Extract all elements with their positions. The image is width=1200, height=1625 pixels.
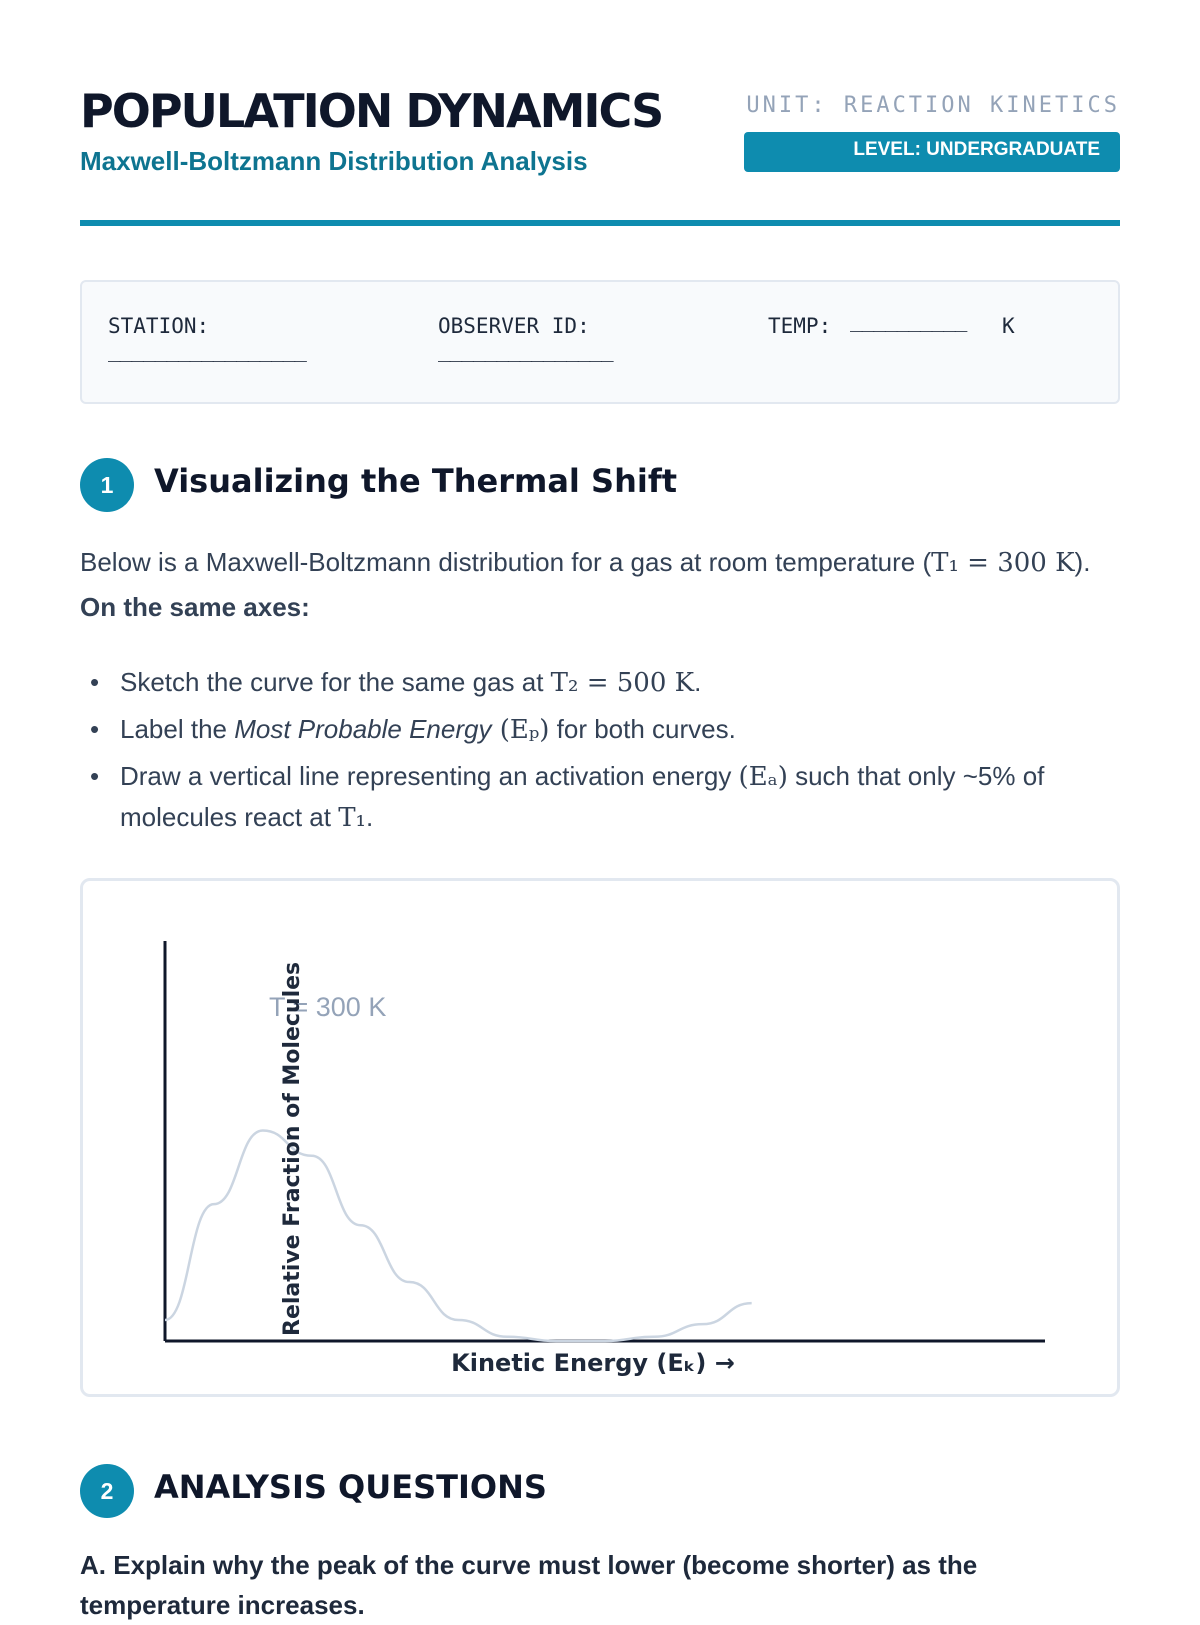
section-number-2: 2: [80, 1464, 134, 1518]
list-item-end: .: [694, 667, 702, 697]
intro-bold: On the same axes:: [80, 592, 310, 622]
intro-text: Below is a Maxwell-Boltzmann distribution for a gas at room temperature (: [80, 547, 932, 577]
unit-label: UNIT: REACTION KINETICS: [746, 93, 1120, 118]
list-item-end: .: [365, 802, 374, 832]
observer-label: OBSERVER ID:: [438, 314, 590, 338]
intro-math: T₁ = 300 K: [931, 548, 1075, 578]
distribution-chart: [83, 881, 1117, 1394]
temp-field[interactable]: __________: [850, 308, 967, 332]
intro-paragraph: [80, 540, 1120, 629]
list-item-emphasis: Most Probable Energy: [234, 714, 492, 744]
list-item-end: for both curves.: [549, 714, 736, 744]
info-box: [80, 280, 1120, 404]
page-subtitle: Maxwell-Boltzmann Distribution Analysis: [80, 146, 588, 176]
section-title-2: ANALYSIS QUESTIONS: [154, 1468, 547, 1506]
list-item: [120, 709, 1120, 750]
list-item-math: T₂ = 500 K: [550, 668, 695, 698]
list-item-text: Draw a vertical line representing an activation energy: [120, 761, 739, 791]
chart-container: [80, 878, 1120, 1397]
section-title-1: Visualizing the Thermal Shift: [154, 462, 678, 500]
header: [80, 78, 1120, 228]
y-axis-label: Relative Fraction of Molecules: [280, 961, 305, 1336]
question-a: A. Explain why the peak of the curve must lower (become shorter) as the temperature increases.: [80, 1550, 978, 1620]
list-item: [120, 756, 1120, 838]
station-label: STATION:: [108, 314, 210, 338]
list-item-math: (Eₚ): [491, 715, 550, 745]
station-field[interactable]: _________________: [108, 338, 306, 362]
page-title: POPULATION DYNAMICS: [80, 84, 663, 138]
section-number-1: 1: [80, 458, 134, 512]
list-item-math: (Eₐ): [738, 762, 788, 792]
temp-label: TEMP:: [768, 314, 832, 338]
list-item-math-2: T₁: [338, 803, 366, 833]
list-item-text: Sketch the curve for the same gas at: [120, 667, 551, 697]
list-item-text-2: such that only ~5% of molecules react at: [120, 761, 1045, 832]
list-item-text: Label the: [120, 714, 235, 744]
observer-field[interactable]: _______________: [438, 338, 613, 362]
curve-300k: [165, 1130, 752, 1341]
intro-text-end: ).: [1074, 547, 1091, 577]
instruction-list: [120, 662, 1120, 844]
list-item: [120, 662, 1120, 703]
curve-label-300k: T = 300 K: [269, 992, 387, 1022]
temp-unit: K: [1002, 314, 1015, 338]
x-axis-label: Kinetic Energy (Eₖ) →: [451, 1349, 735, 1377]
header-divider: [80, 220, 1120, 226]
level-badge: LEVEL: UNDERGRADUATE: [744, 132, 1120, 172]
